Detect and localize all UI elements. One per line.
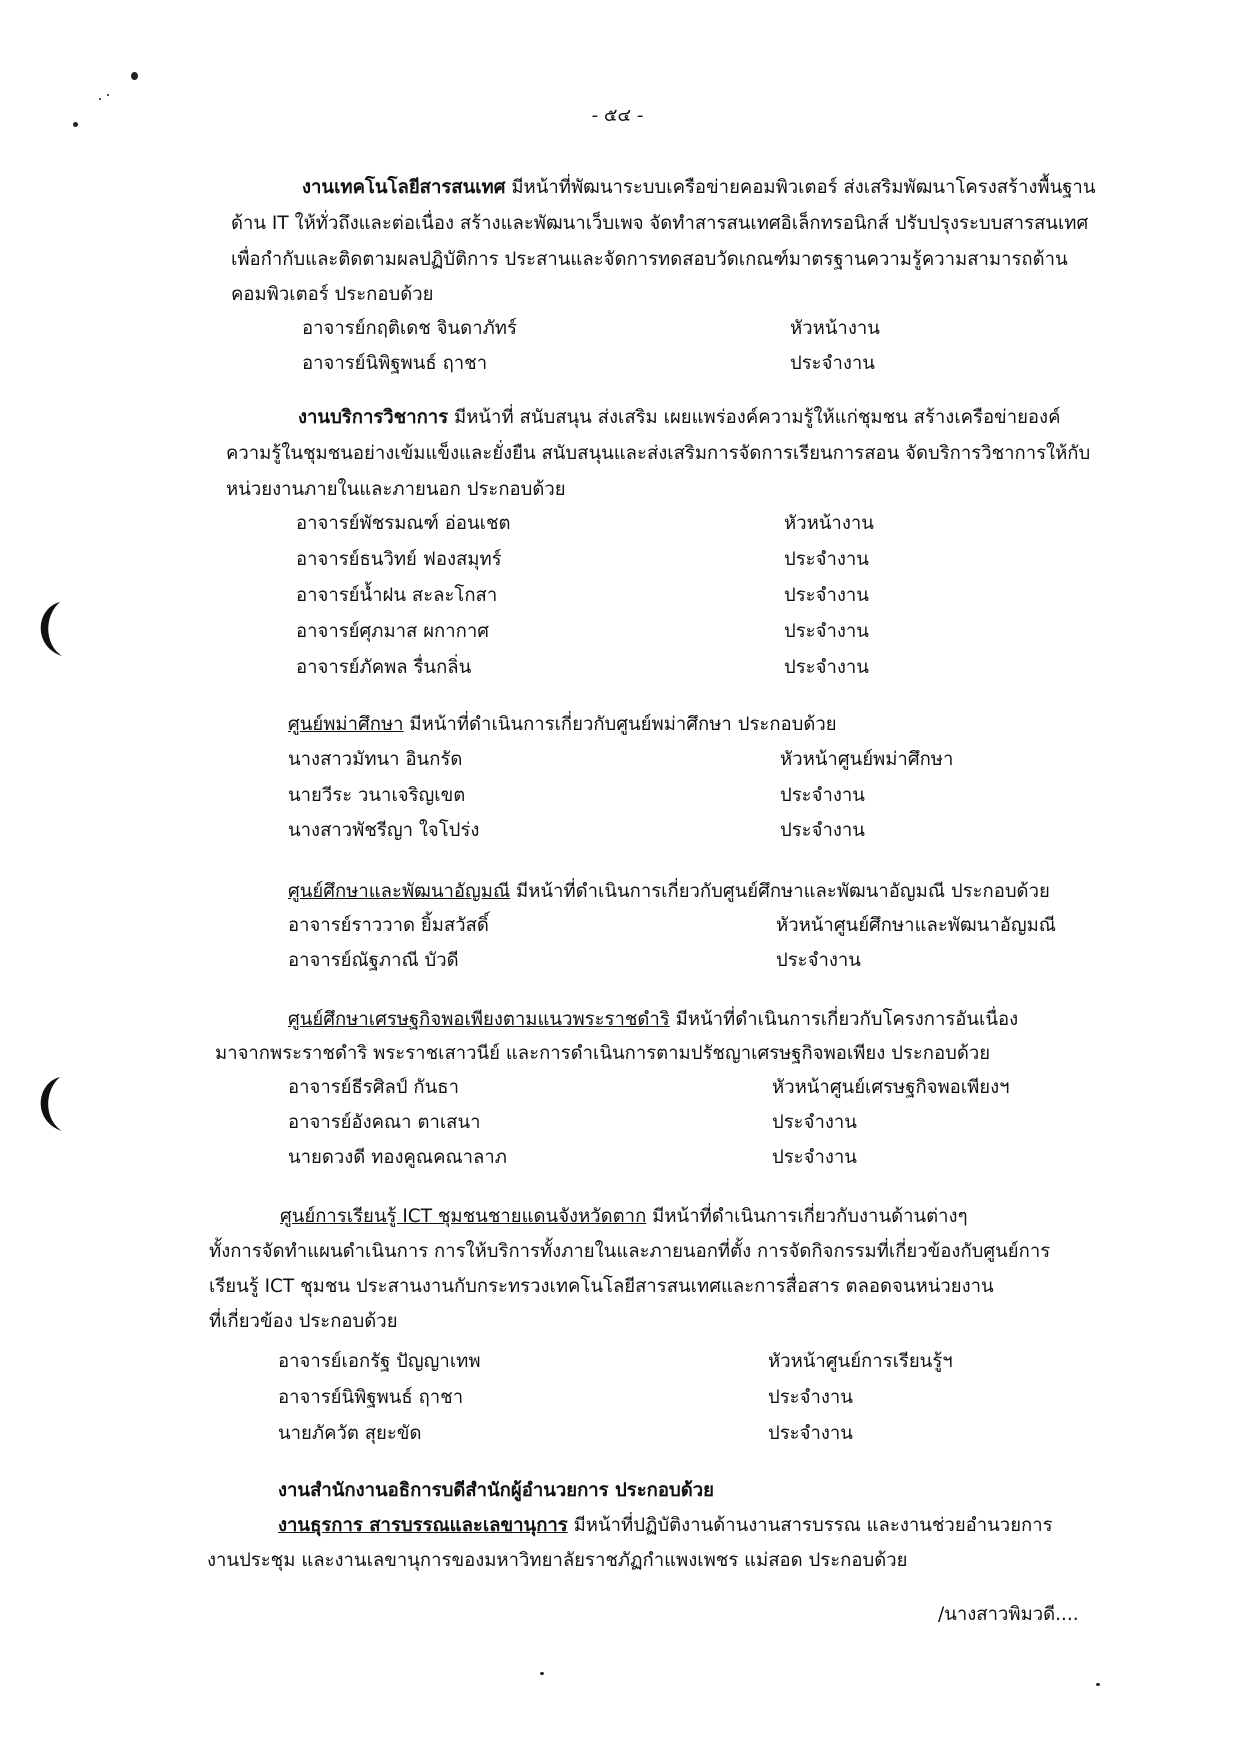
member-role: ประจำงาน <box>780 820 865 841</box>
member-role: ประจำงาน <box>776 950 861 971</box>
member-role: หัวหน้าศูนย์ศึกษาและพัฒนาอัญมณี <box>776 915 1056 936</box>
paragraph-line: คอมพิวเตอร์ ประกอบด้วย <box>231 284 434 305</box>
section-sufficiency-paragraph <box>288 1003 1018 1036</box>
member-name: อาจารย์ศุภมาส ผกากาศ <box>296 621 489 642</box>
member-role: ประจำงาน <box>784 585 869 606</box>
paragraph-line: มีหน้าที่ดำเนินการเกี่ยวกับศูนย์พม่าศึกษา ประกอบด้วย <box>403 714 837 735</box>
member-role: ประจำงาน <box>772 1147 857 1168</box>
member-name: นายภัควัต สุยะขัด <box>278 1423 422 1444</box>
member-role: ประจำงาน <box>768 1423 853 1444</box>
member-name: อาจารย์ธีรศิลป์ กันธา <box>288 1077 459 1098</box>
member-role: หัวหน้าศูนย์การเรียนรู้ฯ <box>768 1351 953 1372</box>
member-name: อาจารย์นิพิฐพนธ์ ฤาชา <box>302 353 488 374</box>
section-academic-paragraph <box>298 401 1060 434</box>
member-role: ประจำงาน <box>780 785 865 806</box>
member-role: หัวหน้างาน <box>784 513 874 534</box>
page-number: - ๕๔ - <box>591 105 644 126</box>
member-role: ประจำงาน <box>784 549 869 570</box>
member-name: นางสาวพัชรีญา ใจโปร่ง <box>288 820 480 841</box>
section-gem-paragraph <box>288 875 1050 908</box>
paragraph-line: ทั้งการจัดทำแผนดำเนินการ การให้บริการทั้งภายในและภายนอกที่ตั้ง การจัดกิจกรรมที่เกี่ยวข้องกับศูนย์การ <box>209 1241 1051 1262</box>
punch-hole-mark-top <box>30 598 70 660</box>
speck-mark <box>107 94 109 96</box>
section-heading: ศูนย์การเรียนรู้ ICT ชุมชนชายแดนจังหวัดตาก <box>280 1206 647 1227</box>
member-name: อาจารย์อังคณา ตาเสนา <box>288 1112 481 1133</box>
speck-mark <box>540 1672 544 1675</box>
paragraph-line: เพื่อกำกับและติดตามผลปฏิบัติการ ประสานและจัดการทดสอบวัดเกณฑ์มาตรฐานความรู้ความสามารถด้าน <box>231 249 1068 270</box>
office-heading: งานสำนักงานอธิการบดีสำนักผู้อำนวยการ ประกอบด้วย <box>278 1480 714 1501</box>
member-role: ประจำงาน <box>768 1387 853 1408</box>
member-role: ประจำงาน <box>784 657 869 678</box>
speck-mark <box>131 72 138 80</box>
member-name: อาจารย์นิพิฐพนธ์ ฤาชา <box>278 1387 464 1408</box>
member-role: ประจำงาน <box>772 1112 857 1133</box>
member-name: อาจารย์ธนวิทย์ ฟองสมุทร์ <box>296 549 502 570</box>
page-continuation-note: /นางสาวพิมวดี.... <box>938 1604 1079 1625</box>
member-name: อาจารย์กฤติเดช จินดาภัทร์ <box>302 318 517 339</box>
member-role: ประจำงาน <box>784 621 869 642</box>
paragraph-line: มีหน้าที่ดำเนินการเกี่ยวกับศูนย์ศึกษาและพัฒนาอัญมณี ประกอบด้วย <box>510 881 1050 902</box>
paragraph-line: มีหน้าที่ปฏิบัติงานด้านงานสารบรรณ และงานช่วยอำนวยการ <box>567 1515 1053 1536</box>
paragraph-line: มีหน้าที่ดำเนินการเกี่ยวกับงานด้านต่างๆ <box>646 1206 968 1227</box>
office-paragraph <box>278 1509 1053 1542</box>
section-heading: งานเทคโนโลยีสารสนเทศ <box>302 177 506 198</box>
member-name: อาจารย์ภัคพล รื่นกลิ่น <box>296 657 472 678</box>
member-name: นายดวงดี ทองคูณคณาลาภ <box>288 1147 507 1168</box>
section-myanmar-paragraph <box>288 708 837 741</box>
paragraph-line: มาจากพระราชดำริ พระราชเสาวนีย์ และการดำเนินการตามปรัชญาเศรษฐกิจพอเพียง ประกอบด้วย <box>215 1043 991 1064</box>
section-ict-paragraph <box>280 1200 968 1233</box>
paragraph-line: งานประชุม และงานเลขานุการของมหาวิทยาลัยราชภัฏกำแพงเพชร แม่สอด ประกอบด้วย <box>207 1550 908 1571</box>
office-sub-heading: งานธุรการ สารบรรณและเลขานุการ <box>278 1515 568 1536</box>
member-role: หัวหน้าศูนย์เศรษฐกิจพอเพียงฯ <box>772 1077 1010 1098</box>
paragraph-line: มีหน้าที่ สนับสนุน ส่งเสริม เผยแพร่องค์ความรู้ให้แก่ชุมชน สร้างเครือข่ายองค์ <box>448 407 1061 428</box>
member-role: หัวหน้างาน <box>790 318 880 339</box>
paragraph-line: มีหน้าที่พัฒนาระบบเครือข่ายคอมพิวเตอร์ ส่งเสริมพัฒนาโครงสร้างพื้นฐาน <box>505 177 1096 198</box>
member-name: อาจารย์ราววาด ยิ้มสวัสดิ์ <box>288 915 489 936</box>
speck-mark <box>1096 1683 1100 1686</box>
paragraph-line: หน่วยงานภายในและภายนอก ประกอบด้วย <box>226 479 566 500</box>
paragraph-line: ด้าน IT ให้ทั่วถึงและต่อเนื่อง สร้างและพัฒนาเว็บเพจ จัดทำสารสนเทศอิเล็กทรอนิกส์ ปรับปรุงระบบสารสนเทศ <box>231 213 1089 234</box>
member-role: ประจำงาน <box>790 353 875 374</box>
paragraph-line: ที่เกี่ยวข้อง ประกอบด้วย <box>209 1311 398 1332</box>
paragraph-line: มีหน้าที่ดำเนินการเกี่ยวกับโครงการอันเนื่อง <box>669 1009 1019 1030</box>
section-heading: ศูนย์ศึกษาเศรษฐกิจพอเพียงตามแนวพระราชดำริ <box>288 1009 670 1030</box>
member-name: นางสาวมัทนา อินกรัด <box>288 749 463 770</box>
paragraph-line: เรียนรู้ ICT ชุมชน ประสานงานกับกระทรวงเทคโนโลยีสารสนเทศและการสื่อสาร ตลอดจนหน่วยงาน <box>209 1276 994 1297</box>
section-heading: ศูนย์พม่าศึกษา <box>288 714 404 735</box>
member-name: อาจารย์พัชรมณฑ์ อ่อนเชต <box>296 513 511 534</box>
member-name: อาจารย์น้ำฝน สะละโกสา <box>296 585 498 606</box>
section-heading: ศูนย์ศึกษาและพัฒนาอัญมณี <box>288 881 511 902</box>
member-name: อาจารย์เอกรัฐ ปัญญาเทพ <box>278 1351 481 1372</box>
paragraph-line: ความรู้ในชุมชนอย่างเข้มแข็งและยั่งยืน สนับสนุนและส่งเสริมการจัดการเรียนการสอน จัดบริการวิชาการให้กับ <box>226 443 1091 464</box>
section-heading: งานบริการวิชาการ <box>298 407 449 428</box>
punch-hole-mark-bottom <box>30 1073 70 1135</box>
section-it-paragraph <box>302 171 1095 204</box>
member-role: หัวหน้าศูนย์พม่าศึกษา <box>780 749 954 770</box>
member-name: อาจารย์ณัฐภาณี บัวดี <box>288 950 459 971</box>
member-name: นายวีระ วนาเจริญเขต <box>288 785 466 806</box>
